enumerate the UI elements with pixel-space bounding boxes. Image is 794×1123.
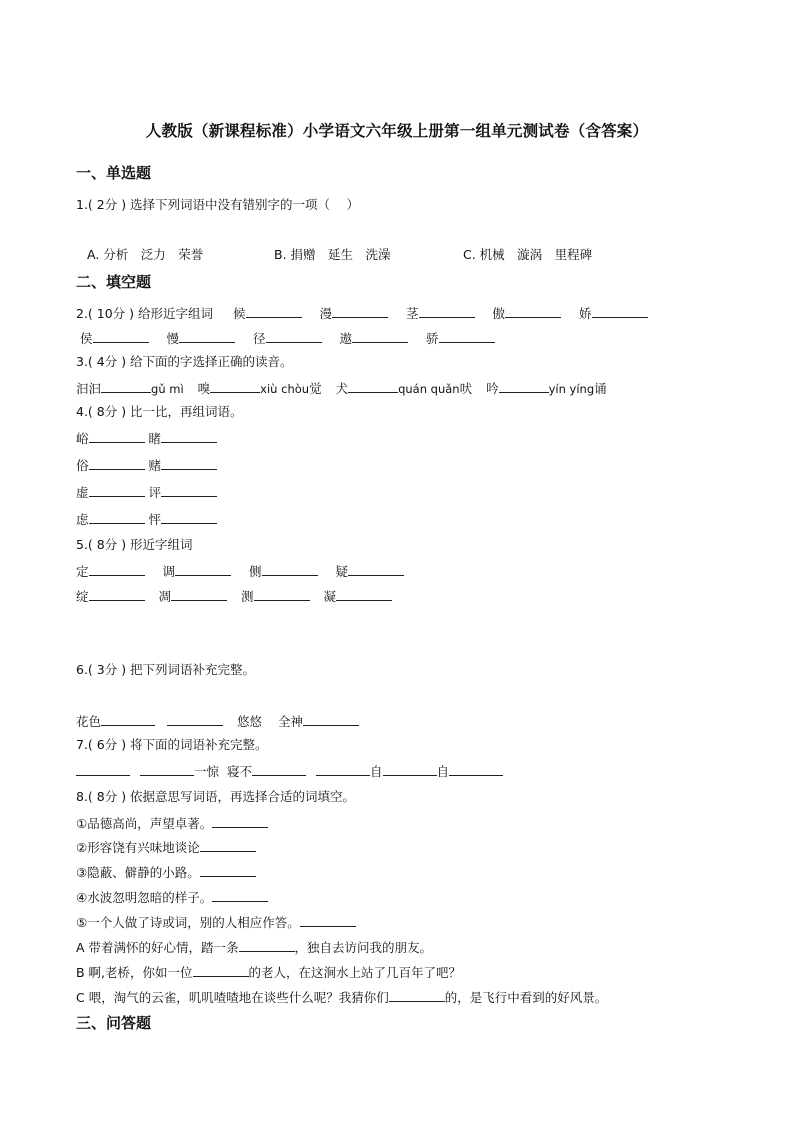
q8-sentence-text: B 啊,老桥，你如一位 [76, 965, 193, 980]
q3-char: 吟 [486, 381, 499, 396]
q4-pair-row [76, 511, 217, 528]
answer-blank[interactable] [239, 939, 295, 952]
q4-char: 虚 [76, 485, 89, 500]
q4-pair-row [76, 457, 217, 474]
q4-pair-row [76, 430, 217, 447]
q1-stem: 1.( 2分 ) 选择下列词语中没有错别字的一项（ ） [76, 197, 360, 212]
q5-row1 [76, 563, 404, 580]
answer-blank[interactable] [89, 457, 145, 470]
q8-stem: 8.( 8分 ) 依据意思写词语，再选择合适的词填空。 [76, 789, 356, 804]
q4-char: 睹 [148, 431, 162, 446]
answer-blank[interactable] [246, 305, 302, 318]
q2-stem: 2.( 10分 ) 给形近字组词 [76, 306, 214, 321]
q6-items [76, 713, 359, 730]
answer-blank[interactable] [140, 763, 194, 776]
q8-sentence-b [76, 964, 461, 981]
q7-word: 一惊 [193, 764, 219, 779]
q3-char: 嗅 [197, 381, 211, 396]
answer-blank[interactable] [89, 563, 145, 576]
section-heading-qa: 三、问答题 [76, 1014, 152, 1032]
q4-char: 虑 [76, 512, 89, 527]
q8-sentence-text: 的老人，在这涧水上站了几百年了吧？ [248, 965, 462, 980]
answer-blank[interactable] [348, 380, 398, 393]
q1-option-a: A. 分析 泛力 荣誉 [87, 247, 204, 262]
answer-blank[interactable] [89, 430, 145, 443]
answer-blank[interactable] [300, 914, 356, 927]
answer-blank[interactable] [89, 588, 145, 601]
q5-row2 [76, 588, 392, 605]
answer-blank[interactable] [171, 588, 227, 601]
answer-blank[interactable] [592, 305, 648, 318]
q2-char: 漫 [319, 306, 333, 321]
answer-blank[interactable] [449, 763, 503, 776]
answer-blank[interactable] [212, 889, 268, 902]
q3-char: 犬 [335, 381, 349, 396]
q7-word: 寝不 [226, 764, 252, 779]
q5-stem: 5.( 8分 ) 形近字组词 [76, 537, 193, 552]
answer-blank[interactable] [348, 563, 404, 576]
answer-blank[interactable] [389, 989, 445, 1002]
q2-char: 遨 [339, 331, 353, 346]
answer-blank[interactable] [252, 763, 306, 776]
answer-blank[interactable] [161, 484, 217, 497]
q6-prefix: 全神 [277, 714, 303, 729]
answer-blank[interactable] [89, 511, 145, 524]
answer-blank[interactable] [167, 713, 223, 726]
pinyin-options: gǔ mì [151, 382, 184, 396]
q2-char: 径 [253, 331, 266, 346]
q5-char: 疑 [335, 564, 349, 579]
q3-stem: 3.( 4分 ) 给下面的字选择正确的读音。 [76, 354, 293, 369]
page-title: 人教版（新课程标准）小学语文六年级上册第一组单元测试卷（含答案） [145, 122, 649, 140]
answer-blank[interactable] [175, 563, 231, 576]
q8-definition [76, 914, 356, 931]
answer-blank[interactable] [332, 305, 388, 318]
answer-blank[interactable] [161, 457, 217, 470]
answer-blank[interactable] [76, 763, 130, 776]
q4-char: 赌 [148, 458, 162, 473]
q3-char: 汩汩 [76, 381, 102, 396]
answer-blank[interactable] [499, 380, 549, 393]
q6-prefix: 花色 [76, 714, 102, 729]
q3-char-suffix: 觉 [309, 381, 322, 396]
answer-blank[interactable] [262, 563, 318, 576]
q8-definition [76, 864, 256, 881]
q2-row2 [80, 330, 495, 347]
q3-char-suffix: 诵 [594, 381, 607, 396]
q3-items [76, 380, 607, 397]
q6-suffix: 悠悠 [236, 714, 262, 729]
q8-sentence-c [76, 989, 607, 1006]
q8-definition [76, 839, 256, 856]
q8-sentence-text: A 带着满怀的好心情，踏一条 [76, 940, 239, 955]
pinyin-options: yín yíng [548, 382, 595, 396]
pinyin-options: xiù chòu [260, 382, 310, 396]
q2-char: 骄 [426, 331, 439, 346]
q5-char: 定 [76, 564, 89, 579]
answer-blank[interactable] [439, 330, 495, 343]
q8-sentence-text: ，独自去访问我的朋友。 [294, 940, 433, 955]
q1-option-b: B. 捐赠 延生 洗澡 [274, 247, 391, 262]
answer-blank[interactable] [336, 588, 392, 601]
q2-char: 候 [233, 306, 246, 321]
q8-sentence-text: 的，是飞行中看到的好风景。 [444, 990, 608, 1005]
q5-char: 凝 [323, 589, 337, 604]
answer-blank[interactable] [101, 380, 151, 393]
answer-blank[interactable] [200, 864, 256, 877]
q3-char-suffix: 吠 [459, 381, 473, 396]
q5-char: 侧 [249, 564, 262, 579]
answer-blank[interactable] [200, 839, 256, 852]
q5-char: 调 [162, 564, 176, 579]
answer-blank[interactable] [266, 330, 322, 343]
q8-definition [76, 815, 268, 832]
section-heading-fill-blank: 二、填空题 [76, 273, 152, 291]
q2-char: 侯 [80, 331, 93, 346]
answer-blank[interactable] [101, 713, 155, 726]
q8-definition [76, 889, 268, 906]
answer-blank[interactable] [193, 964, 249, 977]
q8-def-text: ④水波忽明忽暗的样子。 [76, 890, 213, 905]
answer-blank[interactable] [93, 330, 149, 343]
answer-blank[interactable] [210, 380, 260, 393]
answer-blank[interactable] [161, 511, 217, 524]
q8-def-text: ②形容饶有兴味地谈论 [76, 840, 200, 855]
q5-char: 凋 [158, 589, 172, 604]
q4-pair-row [76, 484, 217, 501]
q2-char: 傲 [492, 306, 506, 321]
q4-char: 评 [148, 485, 162, 500]
q7-word: 自 [436, 764, 450, 779]
answer-blank[interactable] [505, 305, 561, 318]
q4-char: 俗 [76, 458, 89, 473]
answer-blank[interactable] [254, 588, 310, 601]
answer-blank[interactable] [212, 815, 268, 828]
q2-row1 [76, 305, 648, 322]
answer-blank[interactable] [383, 763, 437, 776]
q4-char: 峪 [76, 431, 89, 446]
answer-blank[interactable] [352, 330, 408, 343]
q8-sentence-a [76, 939, 432, 956]
q5-char: 绽 [76, 589, 89, 604]
answer-blank[interactable] [419, 305, 475, 318]
q7-stem: 7.( 6分 ) 将下面的词语补充完整。 [76, 737, 268, 752]
q7-word: 自 [369, 764, 383, 779]
answer-blank[interactable] [179, 330, 235, 343]
q8-def-text: ①品德高尚，声望卓著。 [76, 816, 213, 831]
q8-def-text: ⑤一个人做了诗或词，别的人相应作答。 [76, 915, 300, 930]
answer-blank[interactable] [161, 430, 217, 443]
answer-blank[interactable] [89, 484, 145, 497]
pinyin-options: quán quǎn [398, 382, 460, 396]
q2-char: 茎 [406, 306, 419, 321]
q4-char: 怦 [148, 512, 162, 527]
q4-stem: 4.( 8分 ) 比一比，再组词语。 [76, 404, 243, 419]
q6-stem: 6.( 3分 ) 把下列词语补充完整。 [76, 662, 256, 677]
q8-sentence-text: C 喂，淘气的云雀，叽叽喳喳地在谈些什么呢？我猜你们 [76, 990, 389, 1005]
q5-char: 测 [241, 589, 254, 604]
q2-char: 娇 [579, 306, 592, 321]
q2-char: 慢 [166, 331, 180, 346]
answer-blank[interactable] [303, 713, 359, 726]
answer-blank[interactable] [316, 763, 370, 776]
section-heading-single-choice: 一、单选题 [76, 164, 152, 182]
q8-def-text: ③隐蔽、僻静的小路。 [76, 865, 200, 880]
q1-option-c: C. 机械 漩涡 里程碑 [463, 247, 593, 262]
q7-items [76, 763, 503, 780]
